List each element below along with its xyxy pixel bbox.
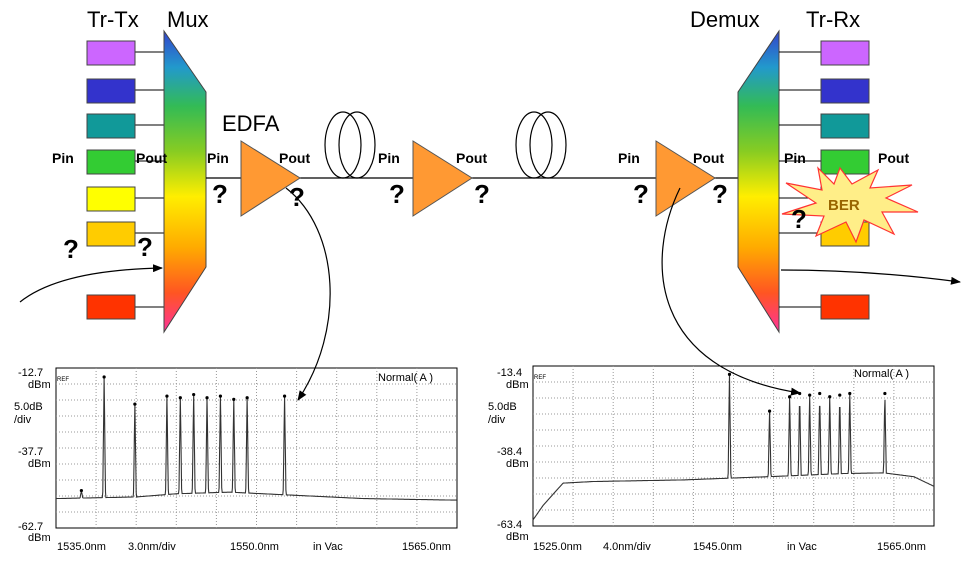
- question-mark: ?: [389, 179, 405, 209]
- pin-label-demux: Pin: [784, 150, 806, 166]
- spectrum-2-x-medium: in Vac: [787, 541, 817, 553]
- mux-label: Mux: [167, 7, 209, 32]
- demux-label: Demux: [690, 7, 760, 32]
- spectrum-peak: [232, 398, 235, 401]
- spectrum-panel-1: [14, 367, 457, 553]
- spectrum-peak: [838, 394, 841, 397]
- spectrum-peak: [808, 394, 811, 397]
- spectrum-peak: [133, 403, 136, 406]
- spectrum-panel-2: [488, 366, 934, 553]
- pout-label-edfa-1: Pout: [279, 150, 311, 166]
- spectrum-1-x-end: 1565.0nm: [402, 541, 451, 553]
- question-mark: ?: [289, 182, 305, 212]
- question-mark: ?: [474, 179, 490, 209]
- rx-channel-1: [821, 41, 869, 65]
- spectrum-1-scale-top: 5.0dB: [14, 401, 43, 413]
- spectrum-peak: [80, 489, 83, 492]
- spectrum-peak: [848, 392, 851, 395]
- tx-channel-1: [87, 41, 135, 65]
- rx-channel-4: [821, 150, 869, 174]
- tr-tx-label: Tr-Tx: [87, 7, 139, 32]
- spectrum-1-y-mid-unit: dBm: [28, 458, 51, 470]
- spectrum-2-x-start: 1525.0nm: [533, 541, 582, 553]
- spectrum-2-scale-bottom: /div: [488, 414, 506, 426]
- spectrum-2-y-mid: -38.4: [497, 446, 523, 458]
- spectrum-2-y-top: -13.4: [497, 367, 523, 379]
- question-mark: ?: [212, 179, 228, 209]
- spectrum-peak: [179, 396, 182, 399]
- spectrum-peak: [246, 396, 249, 399]
- question-mark: ?: [63, 234, 79, 264]
- spectrum-peak: [165, 395, 168, 398]
- ber-label: BER: [828, 197, 860, 214]
- spectrum-1-x-div: 3.0nm/div: [128, 541, 176, 553]
- spectrum-peak: [103, 375, 106, 378]
- question-mark: ?: [633, 179, 649, 209]
- spectrum-1-mode: Normal( A ): [378, 372, 434, 384]
- fiber-spool-2: [516, 112, 566, 178]
- spectrum-2-y-top-unit: dBm: [506, 379, 529, 391]
- spectrum-peak: [818, 392, 821, 395]
- spectrum-peak: [219, 395, 222, 398]
- spectrum-2-y-bottom: -63.4: [497, 519, 523, 531]
- tr-rx-label: Tr-Rx: [806, 7, 861, 32]
- spectrum-2-y-mid-unit: dBm: [506, 458, 529, 470]
- spectrum-1-x-center: 1550.0nm: [230, 541, 279, 553]
- pout-label-mux: Pout: [136, 150, 168, 166]
- tx-channel-7: [87, 295, 135, 319]
- pin-label-transmitter: Pin: [52, 150, 74, 166]
- spectrum-1-y-mid: -37.7: [18, 446, 44, 458]
- spectrum-1-y-top: -12.7: [18, 367, 44, 379]
- spectrum-1-y-bottom: -62.7: [18, 521, 44, 533]
- spectrum-peak: [768, 410, 771, 413]
- pout-label-edfa-2: Pout: [456, 150, 488, 166]
- question-mark: ?: [791, 204, 807, 234]
- question-mark: ?: [137, 232, 153, 262]
- spectrum-peak: [883, 392, 886, 395]
- tx-channel-5: [87, 187, 135, 211]
- pin-label-edfa-2: Pin: [378, 150, 400, 166]
- spectrum-peak: [728, 373, 731, 376]
- spectrum-peak: [788, 395, 791, 398]
- spectrum-1-y-bottom-unit: dBm: [28, 532, 51, 544]
- spectrum-1-ref-mark: REF: [57, 377, 69, 383]
- mux-block: [164, 31, 206, 332]
- tx-channel-3: [87, 114, 135, 138]
- spectrum-2-ref-mark: REF: [534, 375, 546, 381]
- spectrum-2-x-center: 1545.0nm: [693, 541, 742, 553]
- spectrum-peak: [283, 395, 286, 398]
- spectrum-1-y-top-unit: dBm: [28, 379, 51, 391]
- tx-channel-2: [87, 79, 135, 103]
- edfa-label: EDFA: [222, 111, 280, 136]
- spectrum-1-scale-bottom: /div: [14, 414, 32, 426]
- rx-channel-3: [821, 114, 869, 138]
- spectrum-peak: [828, 395, 831, 398]
- pin-label-edfa-3: Pin: [618, 150, 640, 166]
- spectrum-1-x-start: 1535.0nm: [57, 541, 106, 553]
- spectrum-2-x-div: 4.0nm/div: [603, 541, 651, 553]
- rx-channel-7: [821, 295, 869, 319]
- spectrum-2-x-end: 1565.0nm: [877, 541, 926, 553]
- pin-label-edfa-1: Pin: [207, 150, 229, 166]
- pout-label-edfa-3: Pout: [693, 150, 725, 166]
- spectrum-2-mode: Normal( A ): [854, 368, 910, 380]
- spectrum-2-scale-top: 5.0dB: [488, 401, 517, 413]
- demux-block: [738, 31, 779, 332]
- question-mark: ?: [712, 179, 728, 209]
- spectrum-peak: [192, 393, 195, 396]
- rx-channel-2: [821, 79, 869, 103]
- spectrum-peak: [205, 396, 208, 399]
- pout-label-receiver: Pout: [878, 150, 910, 166]
- spectrum-1-x-medium: in Vac: [313, 541, 343, 553]
- output-signal-arrow: [781, 270, 960, 282]
- spectrum-2-y-bottom-unit: dBm: [506, 531, 529, 543]
- fiber-spool-1: [325, 112, 375, 178]
- tx-channel-6: [87, 222, 135, 246]
- transmitter-channels: [87, 41, 168, 319]
- tx-channel-4: [87, 150, 135, 174]
